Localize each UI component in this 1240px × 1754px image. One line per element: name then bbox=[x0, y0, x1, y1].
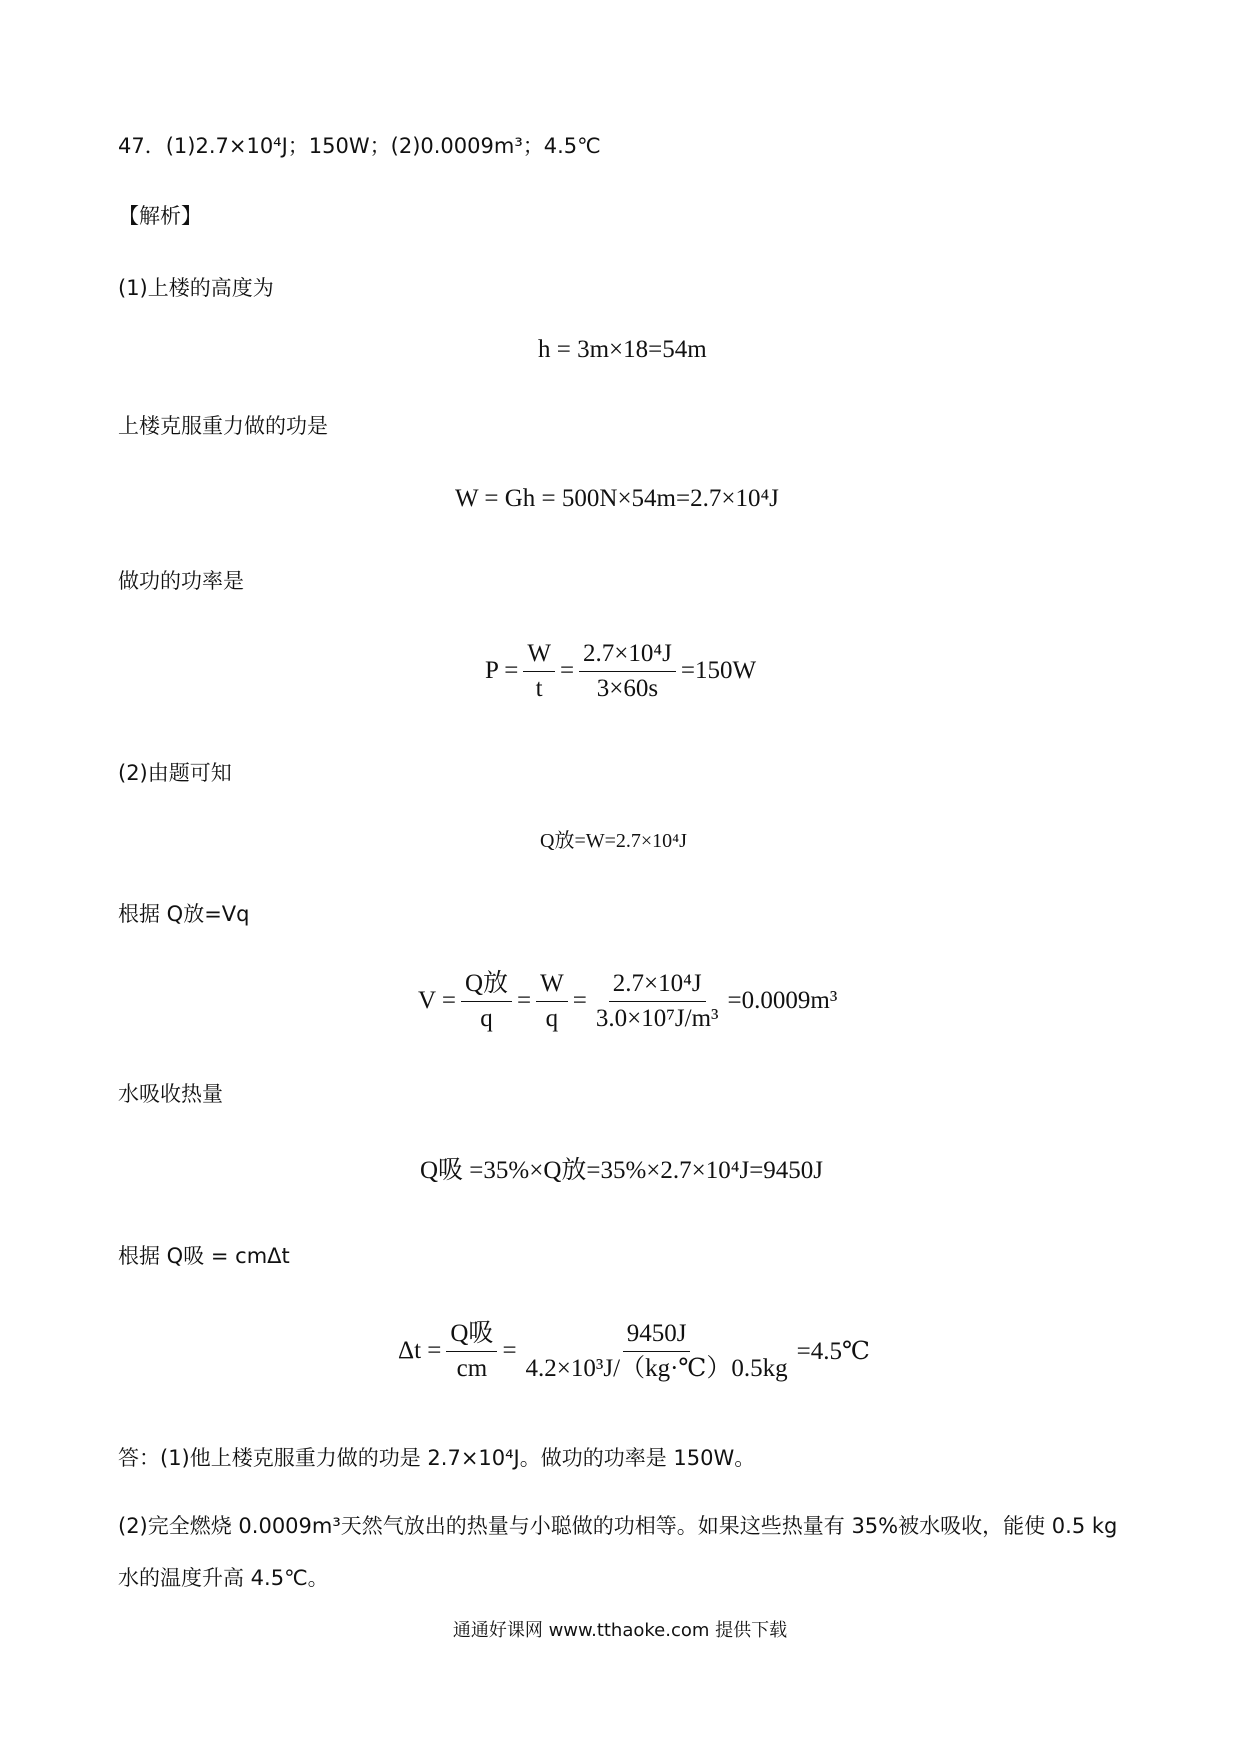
footer: 通通好课网 www.tthaoke.com 提供下载 bbox=[452, 1620, 788, 1641]
eq7-lhs: Δt = bbox=[398, 1337, 442, 1364]
equation-heat-absorbed-text: Q吸 =35%×Q放=35%×2.7×10⁴J=9450J bbox=[420, 1157, 824, 1184]
eq3-equals: = bbox=[559, 657, 575, 684]
equation-power bbox=[485, 640, 756, 702]
paragraph-given: (2)由题可知 bbox=[118, 761, 232, 785]
paragraph-formula-q: 根据 Q放=Vq bbox=[118, 902, 250, 926]
paragraph-work: 上楼克服重力做的功是 bbox=[118, 414, 328, 438]
paragraph-formula-cm: 根据 Q吸 = cmΔt bbox=[118, 1244, 290, 1268]
eq7-f1-den: cm bbox=[456, 1354, 488, 1382]
equation-work bbox=[455, 485, 779, 513]
eq7-f2-den: 4.2×10³J/（kg·℃）0.5kg bbox=[525, 1354, 788, 1382]
paragraph-water-absorbs: 水吸收热量 bbox=[118, 1082, 223, 1106]
eq5-f1-den: q bbox=[480, 1004, 493, 1032]
eq5-f3-num: 2.7×10⁴J bbox=[609, 970, 706, 1002]
answer-paragraph-2b: 水的温度升高 4.5℃。 bbox=[118, 1566, 329, 1590]
eq5-fraction-1 bbox=[461, 970, 512, 1032]
eq5-f1-num: Q放 bbox=[461, 970, 512, 1002]
eq5-rhs: =0.0009m³ bbox=[727, 987, 838, 1014]
eq3-fraction-1 bbox=[523, 640, 555, 702]
eq7-equals: = bbox=[502, 1337, 517, 1364]
paragraph-height: (1)上楼的高度为 bbox=[118, 276, 274, 300]
equation-temperature bbox=[398, 1320, 870, 1382]
analysis-label: 【解析】 bbox=[118, 204, 202, 228]
eq3-lhs: P = bbox=[485, 657, 519, 684]
answer-line: 47．(1)2.7×10⁴J；150W；(2)0.0009m³；4.5℃ bbox=[118, 134, 601, 158]
eq3-f2-num: 2.7×10⁴J bbox=[579, 640, 676, 672]
equation-heat-released bbox=[540, 824, 687, 853]
eq7-f1-num: Q吸 bbox=[446, 1320, 497, 1352]
eq7-rhs: =4.5℃ bbox=[796, 1338, 870, 1365]
eq5-f2-den: q bbox=[545, 1004, 559, 1032]
equation-volume bbox=[418, 970, 837, 1032]
equation-heat-absorbed bbox=[420, 1150, 823, 1186]
eq5-fraction-2 bbox=[536, 970, 568, 1032]
eq5-lhs: V = bbox=[418, 987, 456, 1014]
eq7-fraction-2 bbox=[522, 1320, 792, 1382]
eq5-equals-2: = bbox=[572, 987, 587, 1014]
equation-height-text: h = 3m×18=54m bbox=[538, 336, 707, 363]
answer-paragraph-1: 答：(1)他上楼克服重力做的功是 2.7×10⁴J。做功的功率是 150W。 bbox=[118, 1446, 756, 1470]
eq5-fraction-3 bbox=[592, 970, 723, 1032]
eq3-f1-num: W bbox=[523, 640, 555, 672]
paragraph-power: 做功的功率是 bbox=[118, 569, 244, 593]
equation-height bbox=[538, 336, 707, 364]
eq3-f1-den: t bbox=[535, 674, 543, 702]
equation-heat-released-text: Q放=W=2.7×10⁴J bbox=[540, 830, 687, 852]
eq7-f2-num: 9450J bbox=[623, 1320, 691, 1352]
eq5-f2-num: W bbox=[536, 970, 568, 1002]
eq7-fraction-1 bbox=[446, 1320, 497, 1382]
eq3-f2-den: 3×60s bbox=[596, 674, 659, 702]
answer-paragraph-2a: (2)完全燃烧 0.0009m³天然气放出的热量与小聪做的功相等。如果这些热量有 35%被水吸收，能使 0.5 kg bbox=[118, 1514, 1118, 1538]
equation-work-text: W = Gh = 500N×54m=2.7×10⁴J bbox=[455, 485, 779, 512]
eq3-fraction-2 bbox=[579, 640, 676, 702]
eq5-f3-den: 3.0×10⁷J/m³ bbox=[595, 1004, 719, 1032]
eq5-equals-1: = bbox=[517, 987, 532, 1014]
eq3-rhs: =150W bbox=[680, 657, 757, 684]
